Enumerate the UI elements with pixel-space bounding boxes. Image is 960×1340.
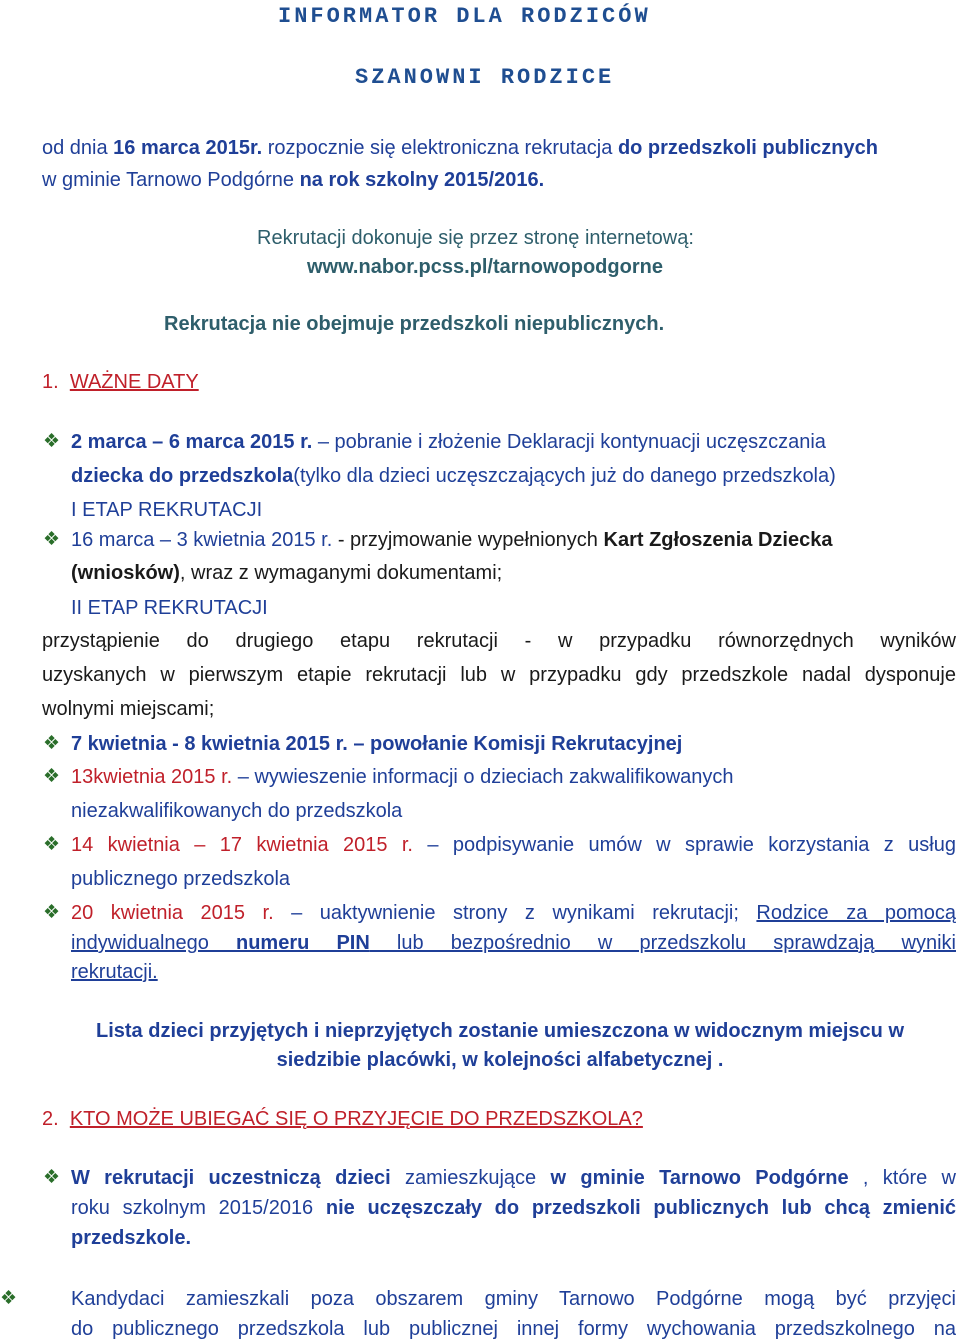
date-range: 7 kwietnia - 8 kwietnia 2015 r. [71,733,348,755]
who-text: W rekrutacji uczestniczą dzieci [71,1167,391,1189]
date-description: , wraz z wymaganymi dokumentami; [179,562,503,584]
date-description: dziecka do przedszkola [71,465,294,487]
list-note-line-2: siedzibie placówki, w kolejności alfabetycznej . [276,1049,724,1071]
date-range: 16 marca – 3 kwietnia 2015 r. [71,529,333,551]
candidates-line-1: Kandydaci zamieszkali poza obszarem gminy Tarnowo Podgórne mogą być przyjęci [71,1288,956,1310]
candidates-line-2: do publicznego przedszkola lub publicznej innej formy wychowania przedszkolnego na [71,1318,956,1340]
date-description: - przyjmowanie wypełnionych [332,529,604,551]
site-note: Rekrutacja nie obejmuje przedszkoli niepublicznych. [164,313,665,335]
date-item-2-line-2 [71,563,502,583]
diamond-bullet-icon: ❖ [43,431,61,452]
date-note: (tylko dla dzieci uczęszczających już do danego przedszkola) [293,465,836,487]
pin-note: Rodzice za pomocą [756,902,956,924]
date-item-6-line-2 [71,933,956,953]
form-note: (wniosków) [71,562,180,584]
section-title: WAŻNE DATY [69,371,199,393]
diamond-bullet-icon: ❖ [43,733,61,754]
list-note-line-1: Lista dzieci przyjętych i nieprzyjętych zostanie umieszczona w widocznym miejscu w [95,1020,905,1042]
section-number: 1. [42,371,59,393]
who-line-2 [71,1198,956,1218]
etap-1-heading: I ETAP REKRUTACJI [71,499,263,521]
intro-line-2 [42,170,544,190]
who-line-3: przedszkole. [71,1227,192,1249]
site-intro: Rekrutacji dokonuje się przez stronę internetową: [257,227,694,249]
date-range: 2 marca – 6 marca 2015 r. [71,431,313,453]
pin-number: numeru PIN [236,932,370,954]
pin-note: indywidualnego [71,932,236,954]
intro-line-1 [42,138,878,158]
form-name: Kart Zgłoszenia Dziecka [603,529,833,551]
who-line-1 [71,1168,956,1188]
date-item-2 [71,530,832,550]
etap-2-paragraph-line-2: uzyskanych w pierwszym etapie rekrutacji lub w przypadku gdy przedszkole nadal dysponuje [42,664,956,686]
date-description: – powołanie Komisji Rekrutacyjnej [353,733,683,755]
school-year: na rok szkolny 2015/2016. [299,169,545,191]
intro-text: rozpocznie się elektroniczna rekrutacja [262,137,618,159]
date-range: 14 kwietnia – 17 kwietnia 2015 r. [71,834,413,856]
diamond-bullet-icon: ❖ [43,902,61,923]
section-2-heading [42,1109,643,1129]
diamond-bullet-icon: ❖ [0,1288,18,1309]
date-item-5 [71,835,956,855]
municipality: w gminie Tarnowo Podgórne [550,1167,849,1189]
date-item-6-line-3: rekrutacji. [71,961,158,983]
intro-text: w gminie Tarnowo Podgórne [42,169,300,191]
date-description: – pobranie i złożenie Deklaracji kontynuacji uczęszczania [312,431,826,453]
greeting-heading: SZANOWNI RODZICE [355,65,615,90]
diamond-bullet-icon: ❖ [43,1167,61,1188]
pin-note: lub bezpośrednio w przedszkolu sprawdzają wyniki [369,932,956,954]
etap-2-heading: II ETAP REKRUTACJI [71,597,268,619]
date-item-6 [71,903,956,923]
date-description: – wywieszenie informacji o dzieciach zakwalifikowanych [232,766,734,788]
diamond-bullet-icon: ❖ [43,766,61,787]
section-number: 2. [42,1108,59,1130]
diamond-bullet-icon: ❖ [43,529,61,550]
who-text: zamieszkujące [390,1167,551,1189]
who-text: , które w [848,1167,957,1189]
intro-emphasis: do przedszkoli publicznych [617,137,878,159]
date-item-5-line-2: publicznego przedszkola [71,868,291,890]
document-title: INFORMATOR DLA RODZICÓW [278,4,651,29]
date-description: – podpisywanie umów w sprawie korzystania z usług [413,834,956,856]
date-item-1-line-2 [71,466,836,486]
intro-text: od dnia [42,137,114,159]
date-item-1 [71,432,826,452]
section-1-heading [42,372,199,392]
etap-2-paragraph-line-1: przystąpienie do drugiego etapu rekrutacji - w przypadku równorzędnych wyników [42,630,956,652]
date-item-4 [71,767,734,787]
date-description: – uaktywnienie strony z wynikami rekrutacji; [273,902,757,924]
section-title: KTO MOŻE UBIEGAĆ SIĘ O PRZYJĘCIE DO PRZEDSZKOLA? [69,1108,643,1130]
recruitment-url-link[interactable]: www.nabor.pcss.pl/tarnowopodgorne [307,256,663,278]
who-text: roku szkolnym 2015/2016 [71,1197,326,1219]
date-range: 13kwietnia 2015 r. [71,766,233,788]
diamond-bullet-icon: ❖ [43,834,61,855]
date-range: 20 kwietnia 2015 r. [71,902,274,924]
date-item-3 [71,734,682,754]
start-date: 16 marca 2015r. [113,137,263,159]
date-item-4-line-2: niezakwalifikowanych do przedszkola [71,800,403,822]
etap-2-paragraph-line-3: wolnymi miejscami; [42,698,215,720]
who-emphasis: nie uczęszczały do przedszkoli publicznych lub chcą zmienić [325,1197,957,1219]
